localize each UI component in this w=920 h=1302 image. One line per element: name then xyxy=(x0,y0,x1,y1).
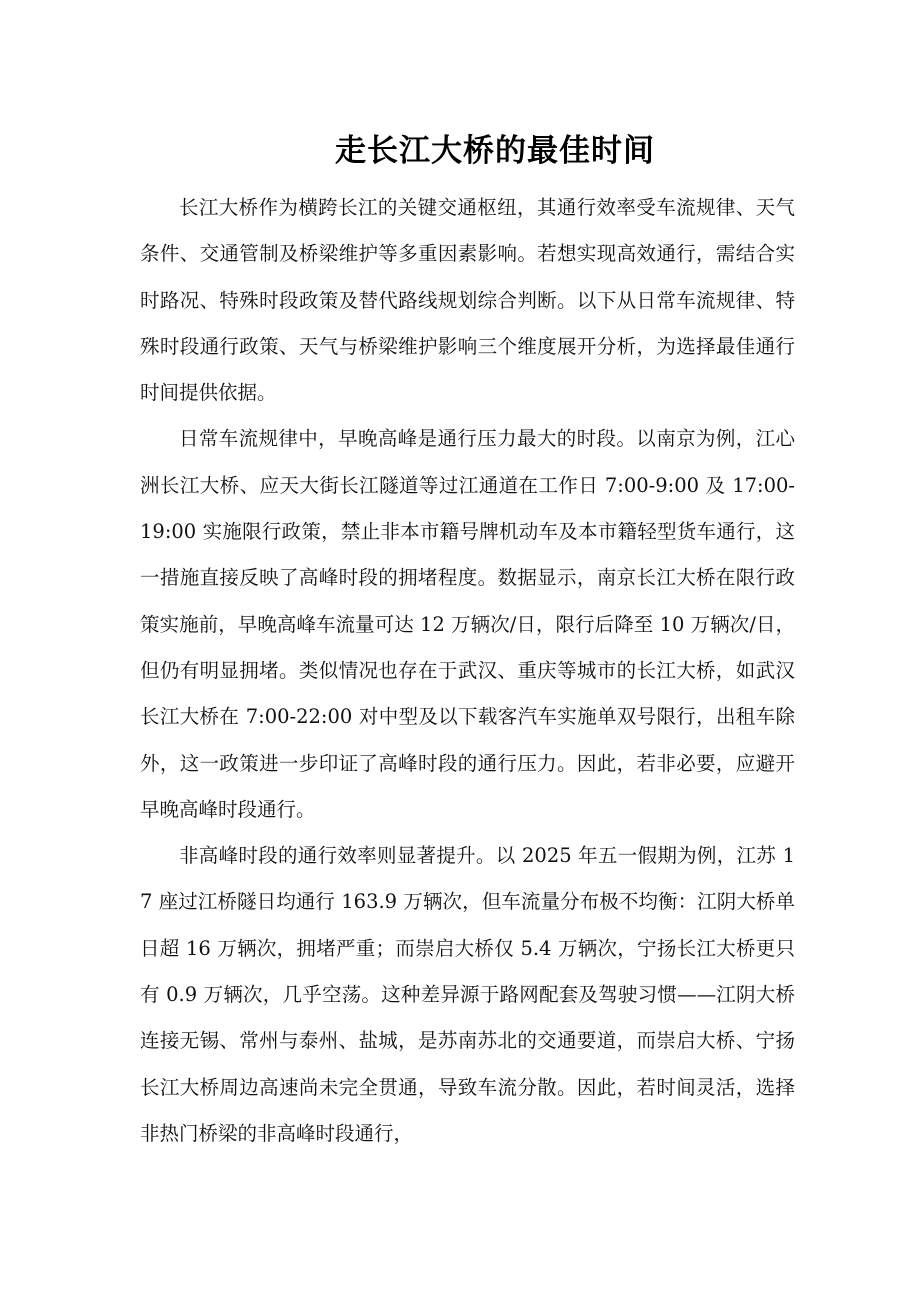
paragraph-intro: 长江大桥作为横跨长江的关键交通枢纽，其通行效率受车流规律、天气条件、交通管制及桥梁维护等多重因素影响。若想实现高效通行，需结合实时路况、特殊时段政策及替代路线规划综合判断。以下从日常车流规律、特殊时段通行政策、天气与桥梁维护影响三个维度展开分析，为选择最佳通行时间提供依据。 xyxy=(140,196,795,405)
paragraph-rush-hour: 日常车流规律中，早晚高峰是通行压力最大的时段。以南京为例，江心洲长江大桥、应天大街长江隧道等过江通道在工作日 7:00-9:00 及 17:00-19:00 实施限行政策，禁止非本市籍号牌机动车及本市籍轻型货车通行，这一措施直接反映了高峰时段的拥堵程度。数据显示，南京长江大桥在限行政策实施前，早晚高峰车流量可达 12 万辆次/日，限行后降至 10 万辆次/日，但仍有明显拥堵。类似情况也存在于武汉、重庆等城市的长江大桥，如武汉长江大桥在 7:00-22:00 对中型及以下载客汽车实施单双号限行，出租车除外，这一政策进一步印证了高峰时段的通行压力。因此，若非必要，应避开早晚高峰时段通行。 xyxy=(140,427,795,821)
paragraph-off-peak: 非高峰时段的通行效率则显著提升。以 2025 年五一假期为例，江苏 17 座过江桥隧日均通行 163.9 万辆次，但车流量分布极不均衡：江阴大桥单日超 16 万辆次，拥堵严重；而崇启大桥仅 5.4 万辆次，宁扬长江大桥更只有 0.9 万辆次，几乎空荡。这种差异源于路网配套及驾驶习惯——江阴大桥连接无锡、常州与泰州、盐城，是苏南苏北的交通要道，而崇启大桥、宁扬长江大桥周边高速尚未完全贯通，导致车流分散。因此，若时间灵活，选择非热门桥梁的非高峰时段通行， xyxy=(140,844,795,1145)
document-body xyxy=(140,185,795,1157)
document-title: 走长江大桥的最佳时间 xyxy=(335,133,655,169)
